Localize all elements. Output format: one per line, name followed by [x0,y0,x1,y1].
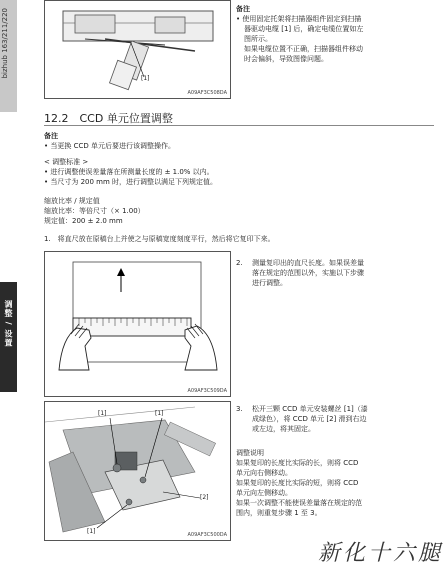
cable-position-figure [44,0,231,99]
step-text: 成绿色），将 CCD 单元 [2] 滑到右边 [252,415,367,423]
step-number: 2. [236,259,243,267]
step-text: 测量复印出的直尺长度。如果误差量 [252,259,364,267]
standard-item: • 进行调整使误差量落在所测量长度的 ± 1.0% 以内。 [44,167,434,177]
screw-callout-1: [1] [98,410,107,417]
note-text: 时会偏斜，导致图像问题。 [244,55,328,63]
explanation-heading: 调整说明 [236,449,264,457]
note-text: 图所示。 [244,35,272,43]
sidebar-model-label: bizhub 163/211/220 [1,8,9,79]
spec-line: 规定值：200 ± 2.0 mm [44,217,123,225]
step-1-text: 1. 将直尺放在原稿台上并使之与原稿宽度刻度平行，然后将它复印下来。 [44,235,275,243]
ccd-unit-photo [45,402,230,540]
adjustment-explanation [236,448,441,518]
explanation-text: 单元向左侧移动。 [236,489,292,497]
explanation-text: 如果一次调整不能使误差量落在规定的范 [236,499,362,507]
figure-code: A09AF3C509DA [187,388,227,394]
standard-item: • 当尺寸为 200 mm 时，进行调整以满足下列规定值。 [44,177,434,187]
note-text: 如果电缆位置不正确，扫描器组件移动 [244,45,363,53]
step-text: 或左边，将其固定。 [252,425,315,433]
explanation-text: 单元向右侧移动。 [236,469,292,477]
cable-diagram-illustration [45,1,230,98]
adjustment-standard [44,157,434,187]
note-label: 备注 [236,5,250,13]
figure-code: A09AF3C508DA [187,90,227,96]
screw-callout-3: [1] [87,528,96,535]
figure-code: A09AF3C500DA [187,532,227,538]
zoom-spec [44,196,434,226]
note-text: 器驱动电缆 [1] 后，确定电缆位置如左 [244,25,364,33]
screw-callout-2: [1] [155,410,164,417]
spec-line: 缩放比率：等倍尺寸（× 1.00） [44,207,145,215]
note-text: • 当更换 CCD 单元后要进行该调整操作。 [44,141,434,151]
explanation-text: 如果复印的长度比实际的短，则将 CCD [236,479,359,487]
ccd-unit-figure [44,401,231,541]
title-rule [44,125,434,126]
note-label: 备注 [44,132,58,140]
sidebar-section-label: 调整 / 设置 [4,300,13,348]
step-2 [236,258,436,288]
replacement-note [44,131,434,151]
spec-line: 缩放比率 / 规定值 [44,197,100,205]
step-text: 进行调整。 [252,279,287,287]
cable-note [236,4,436,64]
step-text: 松开三颗 CCD 单元安装螺丝 [1]（漆 [252,405,368,413]
note-text: • 使用固定托架将扫描器组件固定到扫描 [236,14,436,24]
ccd-unit-callout: [2] [200,494,209,501]
watermark: 新化十六腿 [318,541,444,566]
ruler-illustration [45,252,230,396]
ruler-copy-figure [44,251,231,397]
section-title: 12.2 CCD 单元位置调整 [44,112,173,125]
step-number: 3. [236,405,243,413]
standard-heading: < 调整标准 > [44,158,89,166]
step-3 [236,404,436,434]
explanation-text: 如果复印的长度比实际的长，则将 CCD [236,459,359,467]
explanation-text: 围内，则重复步骤 1 至 3。 [236,509,322,517]
cable-callout-1: [1] [141,75,150,82]
step-text: 落在规定的范围以外，实施以下步骤 [252,269,364,277]
